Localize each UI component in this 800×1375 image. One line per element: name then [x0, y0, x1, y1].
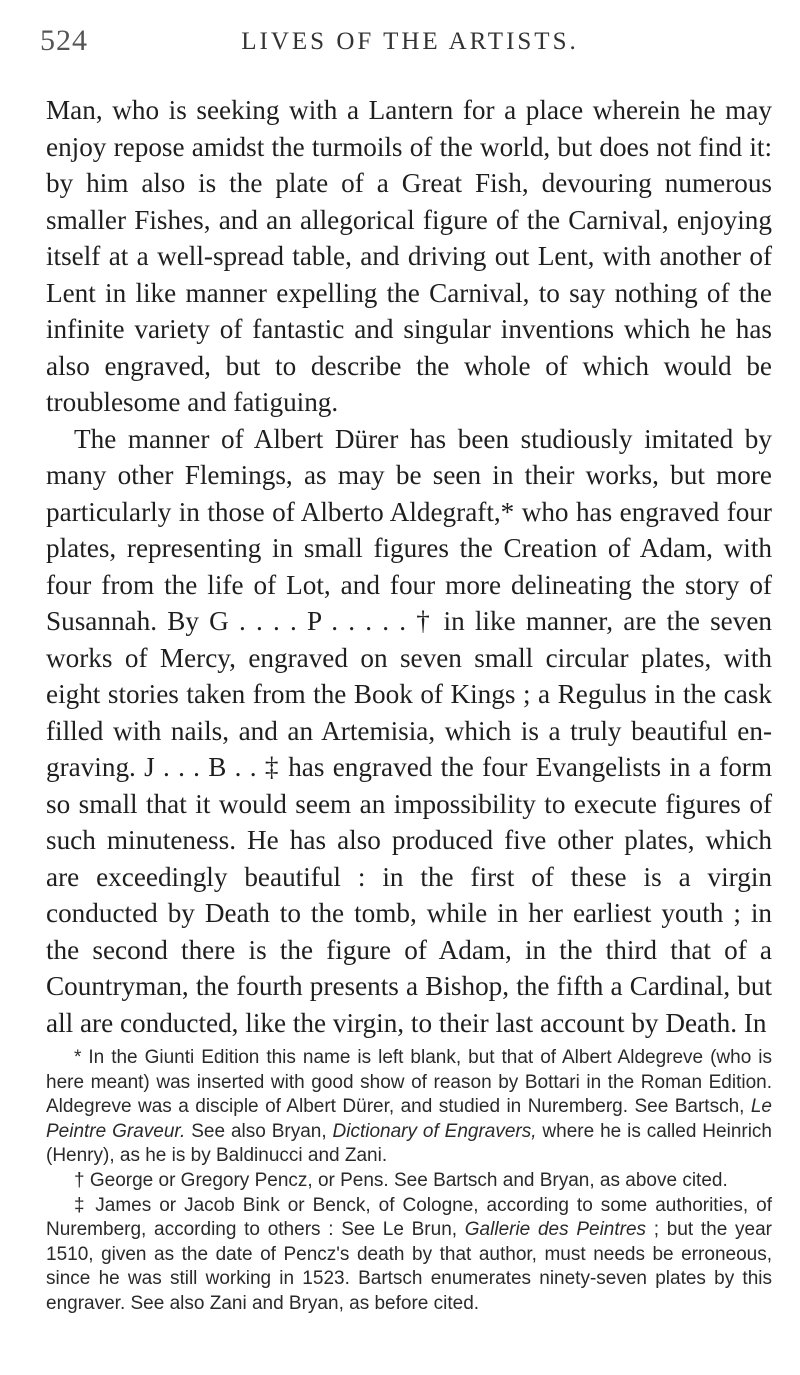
- paragraph-2: The manner of Albert Dürer has been studiously imitated by many other Flemings, as may be seen in their works, but more particularly in those of Alberto Aldegraft,* who has engraved four plates, representing in small figures the Creation of Adam, with four from the life of Lot, and four more delineating the story of Susannah. By G . . . . P . . . . . † in like manner, are the seven works of Mercy, engraved on seven small circular plates, with eight stories taken from the Book of Kings ; a Regulus in the cask filled with nails, and an Artemisia, which is a truly beautiful engraving. J . . . B . . ‡ has engraved the four Evangelists in a form so small that it would seem an impossibility to execute figures of such minuteness. He has also produced five other plates, which are exceedingly beautiful : in the first of these is a virgin conducted by Death to the tomb, while in her earliest youth ; in the second there is the figure of Adam, in the third that of a Countryman, the fourth presents a Bishop, the fifth a Cardinal, but all are conducted, like the virgin, to their last account by Death. In: [46, 423, 772, 1038]
- running-head: [40, 24, 780, 64]
- footnotes: [46, 1046, 772, 1317]
- page-number: 524: [40, 24, 88, 57]
- body-text: [46, 92, 772, 1041]
- running-title: LIVES OF THE ARTISTS.: [241, 28, 579, 55]
- paragraph-1: Man, who is seeking with a Lantern for a place wherein he may enjoy repose amidst the turmoils of the world, but does not find it: by him also is the plate of a Great Fish, devouring numerous smaller Fishes, and an allegorical figure of the Carnival, enjoying itself at a well-spread table, and driving out Lent, with another of Lent in like manner expelling the Carnival, to say nothing of the infinite variety of fantastic and singular inventions which he has also engraved, but to describe the whole of which would be troublesome and fatiguing.: [46, 95, 772, 417]
- footnote-3: ‡ James or Jacob Bink or Benck, of Cologne, according to some authorities, of Nuremberg, according to others : See Le Brun, Gallerie des Peintres ; but the year 1510, given as the date of Pencz's death by that author, must needs be erroneous, since he was still working in 1523. Bartsch enumerates ninety-seven plates by this engraver. See also Zani and Bryan, as before cited.: [46, 1194, 773, 1314]
- footnote-1: * In the Giunti Edition this name is left blank, but that of Albert Aldegreve (who is here meant) was inserted with good show of reason by Bottari in the Roman Edition. Aldegreve was a disciple of Albert Dürer, and studied in Nuremberg. See Bartsch, Le Peintre Graveur. See also Bryan, Dictionary of Engravers, where he is called Heinrich (Henry), as he is by Baldinucci and Zani.: [46, 1047, 772, 1167]
- footnote-2: † George or Gregory Pencz, or Pens. See Bartsch and Bryan, as above cited.: [74, 1169, 728, 1191]
